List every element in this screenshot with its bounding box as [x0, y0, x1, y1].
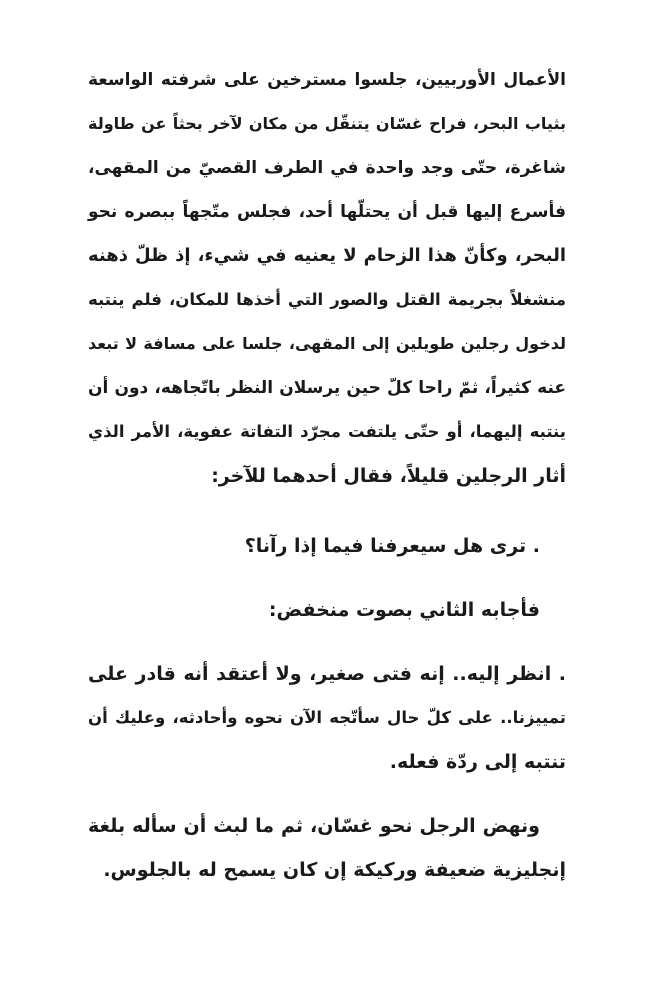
text-line: تمييزنا.. على كلّ حال سأتّجه الآن نحوه وأحادثه، وعليك أن: [88, 708, 566, 727]
text-line: . ترى هل سيعرفنا فيما إذا رآنا؟: [244, 535, 540, 557]
paragraph-closing: [88, 804, 566, 892]
text-line: شاغرة، حتّى وجد واحدة في الطرف القصيّ من المقهى،: [88, 158, 566, 178]
paragraph-narration: [88, 58, 566, 498]
text-line: عنه كثيراً، ثمّ راحا كلّ حين يرسلان النظر باتّجاهه، دون أن: [88, 378, 566, 398]
text-line: البحر، وكأنّ هذا الزحام لا يعنيه في شيء، إذ ظلّ ذهنه: [88, 245, 566, 266]
text-line: فأسرع إليها قبل أن يحتلّها أحد، فجلس متّجهاً ببصره نحو: [88, 202, 566, 222]
text-line: أثار الرجلين قليلاً، فقال أحدهما للآخر:: [211, 465, 566, 487]
paragraph-dialogue-answer: [88, 652, 566, 784]
paragraph-reply-intro: [88, 588, 566, 632]
text-line: لدخول رجلين طويلين إلى المقهى، جلسا على مسافة لا تبعد: [88, 334, 566, 353]
text-line: ونهض الرجل نحو غسّان، ثم ما لبث أن سأله بلغة: [88, 815, 540, 837]
text-line: الأعمال الأوربيين، جلسوا مسترخين على شرفته الواسعة: [88, 70, 566, 90]
text-line: بثياب البحر، فراح غسّان يتنقّل من مكان لآخر بحثاً عن طاولة: [88, 114, 566, 133]
text-line: إنجليزية ضعيفة وركيكة إن كان يسمح له بالجلوس.: [103, 859, 566, 881]
text-line: فأجابه الثاني بصوت منخفض:: [268, 599, 540, 621]
paragraph-dialogue-question: [88, 524, 566, 568]
text-line: ينتبه إليهما، أو حتّى يلتفت مجرّد التفاتة عفوية، الأمر الذي: [88, 422, 566, 441]
text-line: منشغلاً بجريمة القتل والصور التي أخذها للمكان، فلم ينتبه: [88, 290, 566, 309]
text-line: تنتبه إلى ردّة فعله.: [389, 751, 566, 773]
text-line: . انظر إليه.. إنه فتى صغير، ولا أعتقد أنه قادر على: [88, 663, 566, 685]
